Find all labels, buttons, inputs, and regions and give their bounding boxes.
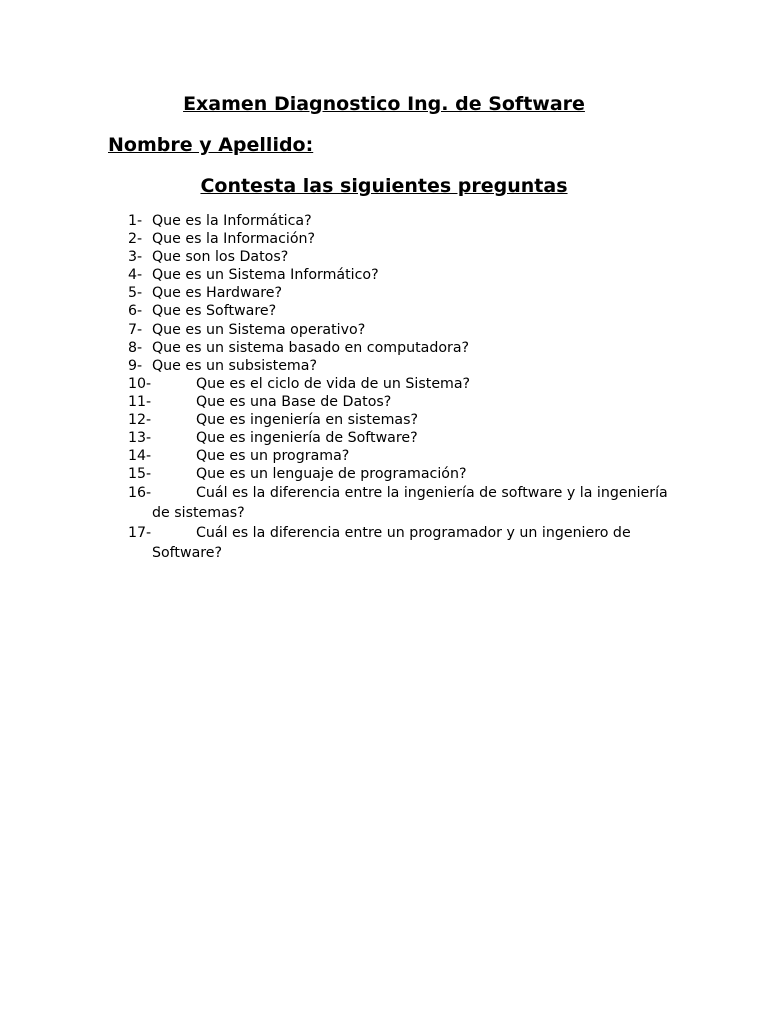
question-number: 2- (128, 231, 143, 248)
question-text: Que es ingeniería en sistemas? (196, 412, 419, 429)
question-text: Que es un programa? (196, 448, 350, 465)
question-number: 5- (128, 285, 143, 302)
question-text: Que es un Sistema Informático? (152, 267, 379, 284)
question-text: Que es el ciclo de vida de un Sistema? (196, 375, 471, 392)
question-item (128, 284, 688, 302)
question-item (128, 429, 688, 447)
name-field-label: Nombre y Apellido: (108, 134, 314, 156)
question-text: Que es un lenguaje de programación? (196, 466, 467, 483)
question-number: 7- (128, 321, 143, 338)
question-number: 12- (128, 412, 152, 429)
question-number: 6- (128, 303, 143, 320)
question-text: Que es una Base de Datos? (196, 393, 392, 410)
instruction-heading: Contesta las siguientes preguntas (200, 175, 568, 197)
question-item (128, 230, 688, 248)
question-list (128, 212, 688, 563)
question-item (128, 212, 688, 230)
question-number: 9- (128, 357, 143, 374)
question-number: 10- (128, 375, 152, 392)
question-number: 4- (128, 267, 143, 284)
question-item (128, 302, 688, 320)
question-number: 14- (128, 448, 152, 465)
question-number: 16- (128, 485, 152, 502)
question-item (128, 465, 688, 483)
question-item (128, 321, 688, 339)
question-number: 1- (128, 213, 143, 229)
question-number: 17- (128, 525, 152, 542)
question-text: Que es un Sistema operativo? (152, 321, 366, 338)
question-item (128, 447, 688, 465)
question-text: Cuál es la diferencia entre un programador y un ingeniero de Software? (152, 525, 631, 562)
question-text: Que es un sistema basado en computadora? (152, 339, 470, 356)
question-text: Que son los Datos? (152, 249, 289, 266)
question-number: 13- (128, 430, 152, 447)
question-text: Que es ingeniería de Software? (196, 430, 418, 447)
question-text: Cuál es la diferencia entre la ingeniería de software y la ingeniería de sistemas? (152, 485, 668, 522)
question-text: Que es Hardware? (152, 285, 283, 302)
question-text: Que es la Información? (152, 231, 316, 248)
question-text: Que es un subsistema? (152, 357, 317, 374)
question-number: 11- (128, 393, 152, 410)
question-item (128, 375, 688, 393)
question-item (128, 357, 688, 375)
question-item (128, 339, 688, 357)
question-item (128, 523, 688, 563)
question-text: Que es Software? (152, 303, 277, 320)
question-item (128, 411, 688, 429)
document-title: Examen Diagnostico Ing. de Software (183, 93, 585, 115)
question-number: 3- (128, 249, 143, 266)
question-item (128, 266, 688, 284)
question-number: 15- (128, 466, 152, 483)
question-item (128, 393, 688, 411)
question-item (128, 248, 688, 266)
question-number: 8- (128, 339, 143, 356)
question-item (128, 483, 688, 523)
question-text: Que es la Informática? (152, 213, 312, 229)
